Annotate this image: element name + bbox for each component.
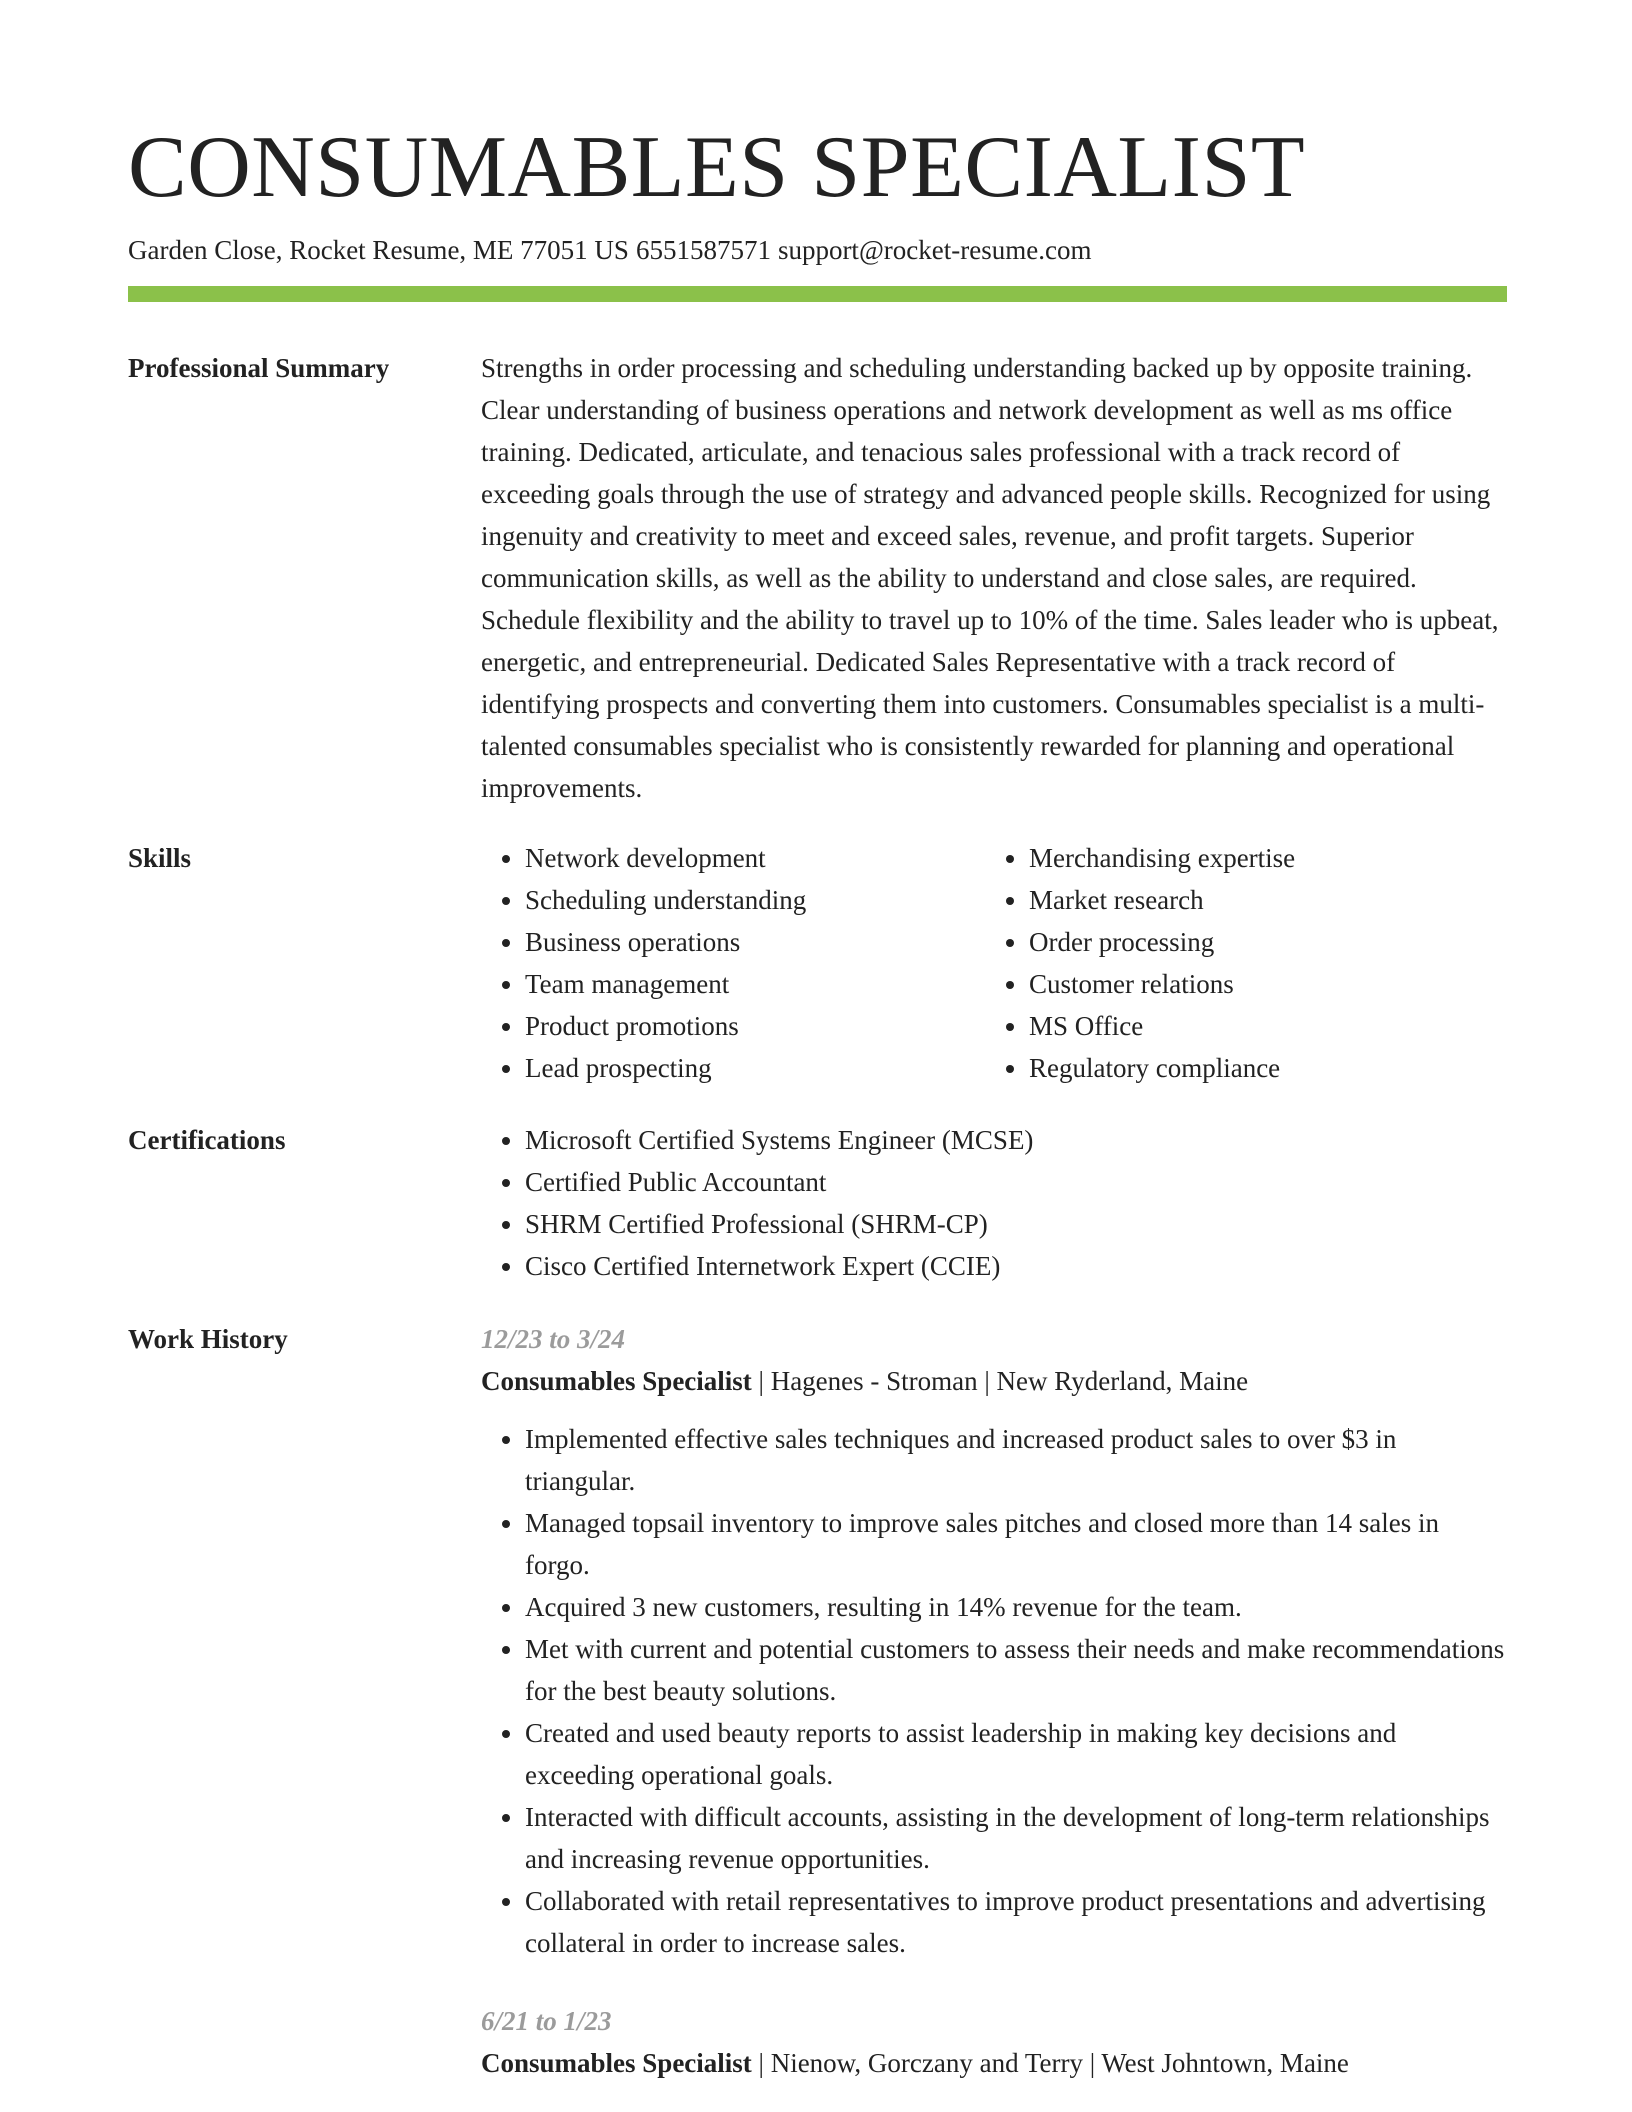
skill-item: • Regulatory compliance	[1029, 1047, 1489, 1089]
job-entry	[481, 1318, 1507, 1964]
contact-email[interactable]: support@rocket-resume.com	[777, 235, 1092, 265]
resume-name-heading: CONSUMABLES SPECIALIST	[128, 119, 1306, 216]
job-bullet: • Interacted with difficult accounts, assisting in the development of long-term relationships and increasing revenue opportunities.	[525, 1796, 1507, 1880]
skill-item: • Merchandising expertise	[1029, 837, 1489, 879]
skills-list-left	[481, 837, 985, 1089]
certification-item: • Certified Public Accountant	[525, 1161, 1507, 1203]
header-accent-rule	[128, 286, 1507, 302]
skills-columns	[481, 837, 1507, 1089]
certifications-list	[481, 1119, 1507, 1287]
job-title-line	[481, 1360, 1507, 1402]
skill-item: • Business operations	[525, 921, 985, 963]
job-entry	[481, 2000, 1507, 2084]
contact-address: Garden Close, Rocket Resume, ME 77051 US	[128, 235, 629, 265]
work-history-body	[481, 1318, 1507, 2084]
job-bullet: • Managed topsail inventory to improve sales pitches and closed more than 14 sales in forgo.	[525, 1502, 1507, 1586]
certifications-body	[481, 1119, 1507, 1287]
job-bullet: • Met with current and potential customers to assess their needs and make recommendations for the best beauty solutions.	[525, 1628, 1507, 1712]
certification-item: • Cisco Certified Internetwork Expert (CCIE)	[525, 1245, 1507, 1287]
skill-item: • Network development	[525, 837, 985, 879]
skill-item: • Order processing	[1029, 921, 1489, 963]
job-bullet: • Collaborated with retail representatives to improve product presentations and advertising collateral in order to increase sales.	[525, 1880, 1507, 1964]
skills-section-label: Skills	[128, 843, 192, 873]
summary-section-label: Professional Summary	[128, 353, 390, 383]
certification-item: • Microsoft Certified Systems Engineer (MCSE)	[525, 1119, 1507, 1161]
skill-item: • Customer relations	[1029, 963, 1489, 1005]
contact-phone: 6551587571	[635, 235, 771, 265]
job-bullet: • Implemented effective sales techniques and increased product sales to over $3 in triangular.	[525, 1418, 1507, 1502]
skill-item: • Scheduling understanding	[525, 879, 985, 921]
summary-body	[481, 347, 1507, 809]
job-bullet: • Created and used beauty reports to assist leadership in making key decisions and exceeding operational goals.	[525, 1712, 1507, 1796]
skill-item: • Team management	[525, 963, 985, 1005]
job-dates: 12/23 to 3/24	[481, 1324, 626, 1354]
job-employer-location: | Nienow, Gorczany and Terry | West Johntown, Maine	[751, 2048, 1349, 2078]
job-title: Consumables Specialist	[481, 2048, 752, 2078]
job-bullet: • Acquired 3 new customers, resulting in 14% revenue for the team.	[525, 1586, 1507, 1628]
job-title-line	[481, 2042, 1507, 2084]
skill-item: • MS Office	[1029, 1005, 1489, 1047]
certifications-section-label: Certifications	[128, 1125, 286, 1155]
skill-item: • Lead prospecting	[525, 1047, 985, 1089]
work-history-section-label: Work History	[128, 1324, 288, 1354]
job-bullets	[481, 1418, 1507, 1964]
skill-item: • Market research	[1029, 879, 1489, 921]
summary-text: Strengths in order processing and scheduling understanding backed up by opposite training. Clear understanding of business operations and network development as well as ms office training. Dedicated, articulate, and tenacious sales professional with a track record of exceeding goals through the use of strategy and advanced people skills. Recognized for using ingenuity and creativity to meet and exceed sales, revenue, and profit targets. Superior communication skills, as well as the ability to understand and close sales, are required. Schedule flexibility and the ability to travel up to 10% of the time. Sales leader who is upbeat, energetic, and entrepreneurial. Dedicated Sales Representative with a track record of identifying prospects and converting them into customers. Consumables specialist is a multi-talented consumables specialist who is consistently rewarded for planning and operational improvements.	[481, 353, 1499, 803]
skills-list-right	[985, 837, 1489, 1089]
job-dates: 6/21 to 1/23	[481, 2006, 612, 2036]
contact-line	[128, 233, 1091, 267]
skill-item: • Product promotions	[525, 1005, 985, 1047]
certification-item: • SHRM Certified Professional (SHRM-CP)	[525, 1203, 1507, 1245]
job-title: Consumables Specialist	[481, 1366, 752, 1396]
job-employer-location: | Hagenes - Stroman | New Ryderland, Maine	[751, 1366, 1249, 1396]
